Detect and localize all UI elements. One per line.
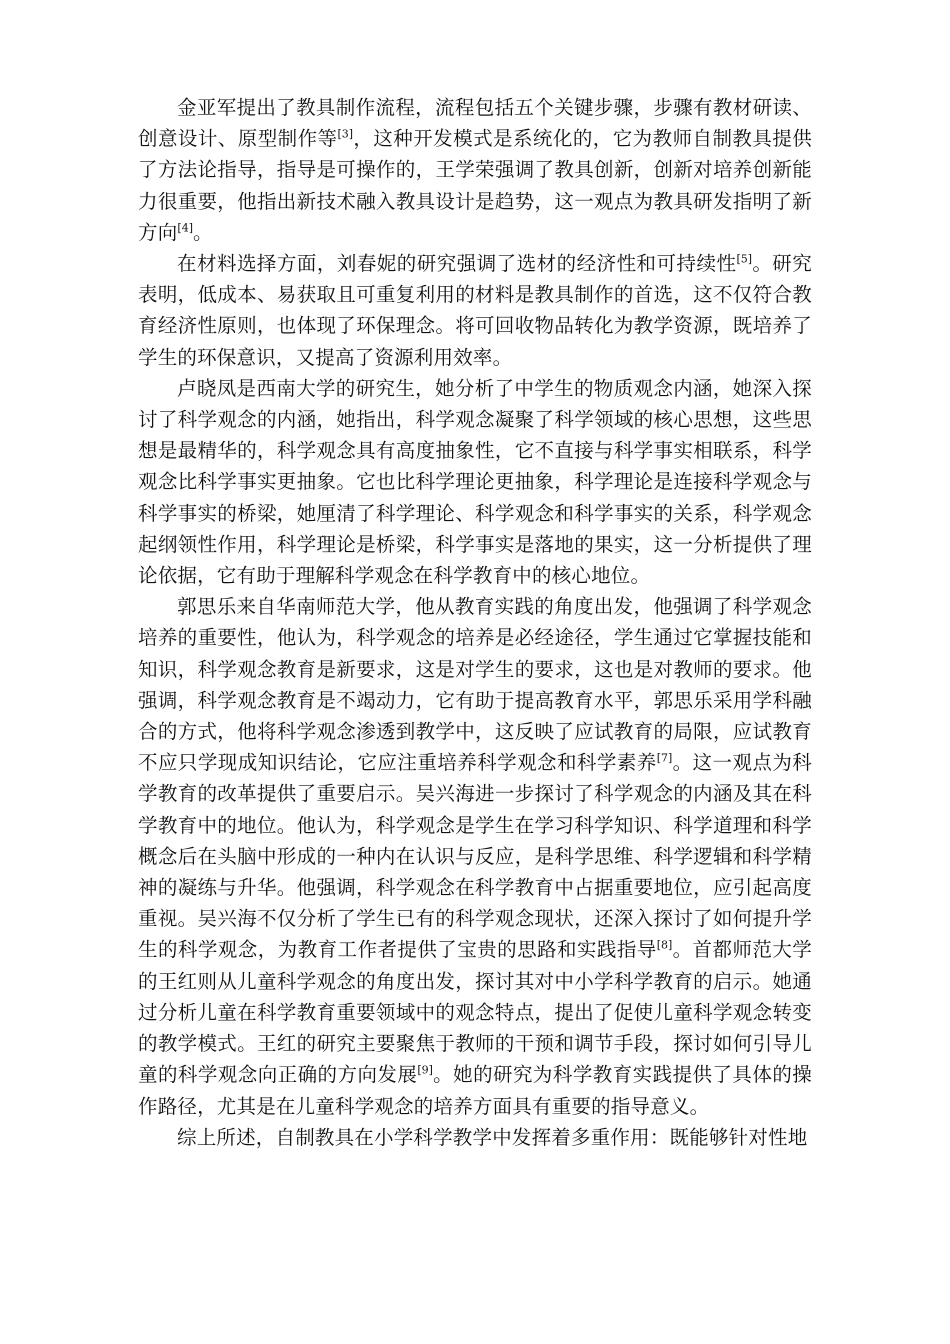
- text-segment: 。研究表明，低成本、易获取且可重复利用的材料是教具制作的首选，这不仅符合教育经济性原则，也体现了环保理念。将可回收物品转化为教学资源，既培养了学生的环保意识，又提高了资源利用效率。: [138, 252, 812, 369]
- citation-9: [9]: [417, 1063, 433, 1077]
- paragraph-guo-sile: [138, 591, 812, 1121]
- text-segment: ，这种开发模式是系统化的，它为教师自制教具提供了方法论指导，指导是可操作的，王学荣强调了教具创新，创新对培养创新能力很重要，他指出新技术融入教具设计是趋势，这一观点为教具研发指明了新方向: [138, 127, 812, 244]
- text-segment: 郭思乐来自华南师范大学，他从教育实践的角度出发，他强调了科学观念培养的重要性，他认为，科学观念的培养是必经途径，学生通过它掌握技能和知识，科学观念教育是新要求，这是对学生的要求，这也是对教师的要求。他强调，科学观念教育是不竭动力，它有助于提高教育水平，郭思乐采用学科融合的方式，他将科学观念渗透到教学中，这反映了应试教育的局限，应试教育不应只学现成知识结论，它应注重培养科学观念和科学素养: [138, 595, 812, 775]
- text-segment: 金亚军提出了教具制作流程，流程包括五个关键步骤，步骤有教材研读、创意设计、原型制作等: [138, 96, 812, 151]
- citation-4: [4]: [177, 221, 193, 235]
- text-segment: 。她的研究为科学教育实践提供了具体的操作路径，尤其是在儿童科学观念的培养方面具有重要的指导意义。: [138, 1063, 812, 1118]
- citation-8: [8]: [656, 938, 673, 952]
- text-segment: 。首都师范大学的王红则从儿童科学观念的角度出发，探讨其对中小学科学教育的启示。她通过分析儿童在科学教育重要领域中的观念特点，提出了促使儿童科学观念转变的教学模式。王红的研究主要聚焦于教师的干预和调节手段，探讨如何引导儿童的科学观念向正确的方向发展: [138, 938, 813, 1087]
- body-text: [138, 92, 812, 1153]
- citation-3: [3]: [337, 127, 354, 141]
- citation-5: [5]: [736, 252, 753, 266]
- citation-7: [7]: [656, 751, 673, 765]
- paragraph-lu-xiaofeng: [138, 373, 812, 591]
- text-segment: 。这一观点为科学教育的改革提供了重要启示。吴兴海进一步探讨了科学观念的内涵及其在科学教育中的地位。他认为，科学观念是学生在学习科学知识、科学道理和科学概念后在头脑中形成的一种内在认识与反应，是科学思维、科学逻辑和科学精神的凝练与升华。他强调，科学观念在科学教育中占据重要地位，应引起高度重视。吴兴海不仅分析了学生已有的科学观念现状，还深入探讨了如何提升学生的科学观念，为教育工作者提供了宝贵的思路和实践指导: [138, 751, 813, 962]
- paragraph-summary: [138, 1122, 812, 1153]
- paragraph-teaching-aid-process: [138, 92, 812, 248]
- paragraph-material-selection: [138, 248, 812, 373]
- text-segment: 综上所述，自制教具在小学科学教学中发挥着多重作用：既能够针对性地: [177, 1125, 808, 1149]
- text-segment: 在材料选择方面，刘春妮的研究强调了选材的经济性和可持续性: [177, 252, 737, 276]
- text-segment: 。: [193, 220, 213, 244]
- text-segment: 卢晓凤是西南大学的研究生，她分析了中学生的物质观念内涵，她深入探讨了科学观念的内涵，她指出，科学观念凝聚了科学领域的核心思想，这些思想是最精华的，科学观念具有高度抽象性，它不直接与科学事实相联系，科学观念比科学事实更抽象。它也比科学理论更抽象，科学理论是连接科学观念与科学事实的桥梁，她厘清了科学理论、科学观念和科学事实的关系，科学观念起纲领性作用，科学理论是桥梁，科学事实是落地的果实，这一分析提供了理论依据，它有助于理解科学观念在科学教育中的核心地位。: [138, 376, 812, 588]
